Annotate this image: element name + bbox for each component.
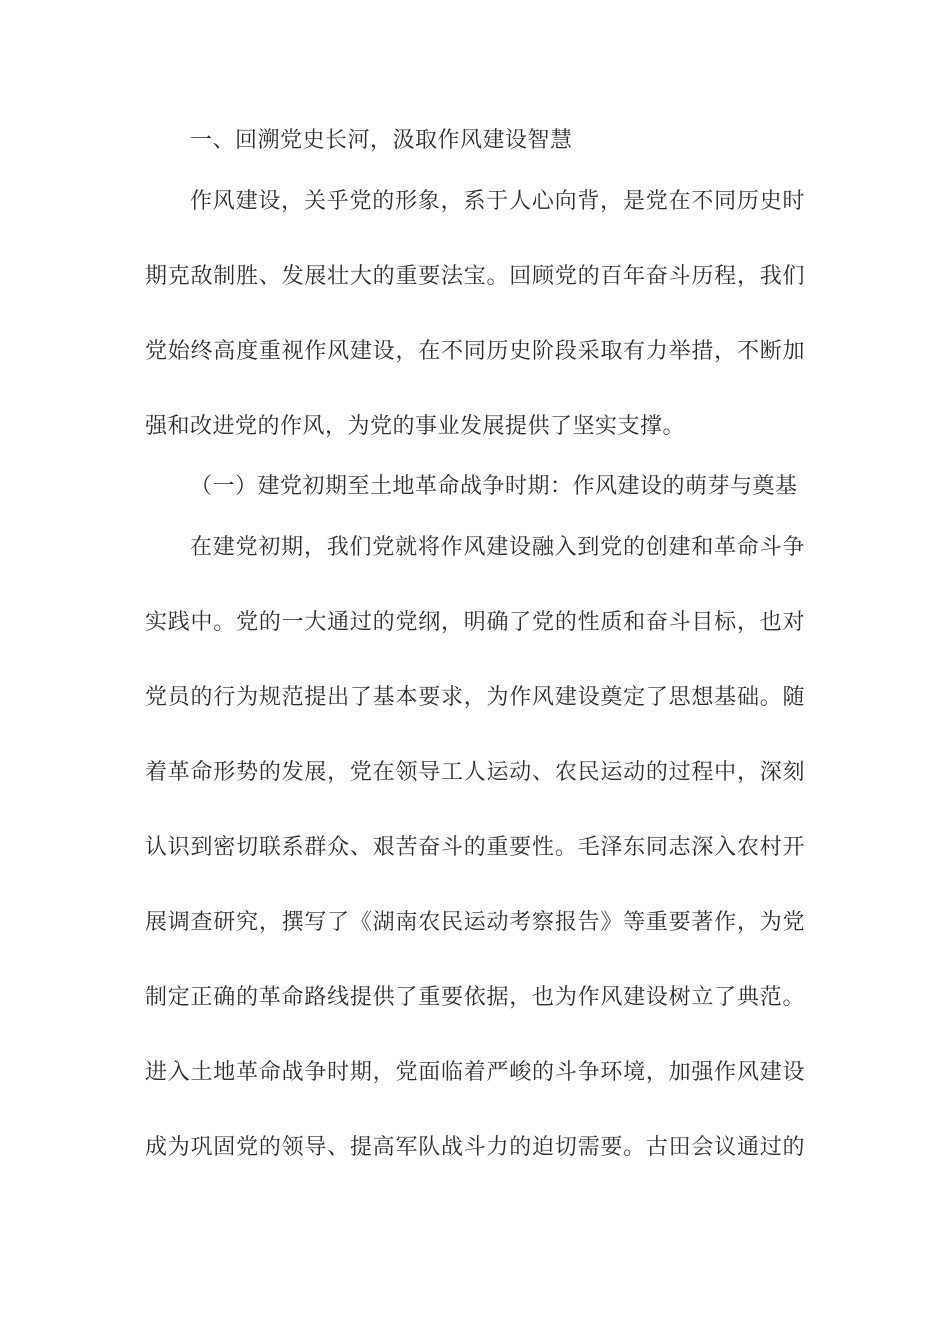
paragraph-1-line-1: 作风建设，关乎党的形象，系于人心向背，是党在不同历史时: [190, 188, 805, 213]
page-content: [145, 117, 805, 1184]
paragraph-2-line-7: 制定正确的革命路线提供了重要依据，也为作风建设树立了典范。: [145, 984, 805, 1009]
paragraph-2-line-4: 着革命形势的发展，党在领导工人运动、农民运动的过程中，深刻: [145, 759, 805, 784]
section-heading-1: 一、回溯党史长河，汲取作风建设智慧: [190, 127, 573, 152]
paragraph-2-line-2: 实践中。党的一大通过的党纲，明确了党的性质和奋斗目标，也对: [145, 609, 805, 634]
paragraph-1-line-2: 期克敌制胜、发展壮大的重要法宝。回顾党的百年奋斗历程，我们: [145, 263, 805, 288]
paragraph-2-line-6: 展调查研究，撰写了《湖南农民运动考察报告》等重要著作，为党: [145, 909, 805, 934]
paragraph-2-line-8: 进入土地革命战争时期，党面临着严峻的斗争环境，加强作风建设: [145, 1059, 805, 1084]
paragraph-1-line-3: 党始终高度重视作风建设，在不同历史阶段采取有力举措，不断加: [145, 338, 805, 363]
paragraph-2-line-3: 党员的行为规范提出了基本要求，为作风建设奠定了思想基础。随: [145, 684, 805, 709]
paragraph-2-line-1: 在建党初期，我们党就将作风建设融入到党的创建和革命斗争: [190, 534, 805, 559]
paragraph-2-line-9: 成为巩固党的领导、提高军队战斗力的迫切需要。古田会议通过的: [145, 1134, 805, 1159]
paragraph-2-line-5: 认识到密切联系群众、艰苦奋斗的重要性。毛泽东同志深入农村开: [145, 834, 805, 859]
paragraph-1-line-4: 强和改进党的作风，为党的事业发展提供了坚实支撑。: [145, 413, 686, 438]
section-heading-2: （一）建党初期至土地革命战争时期：作风建设的萌芽与奠基: [190, 473, 798, 498]
